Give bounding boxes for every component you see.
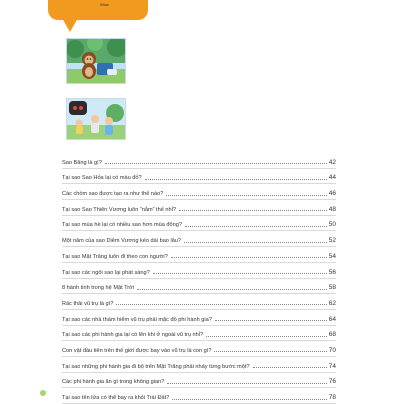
toc-dot-leader (105, 163, 327, 164)
toc-entry[interactable] (62, 260, 336, 276)
toc-entry-page-number: 58 (328, 284, 336, 292)
toc-dot-leader (179, 210, 327, 211)
toc-dot-leader (215, 320, 327, 321)
toc-entry[interactable] (62, 307, 336, 323)
toc-entry-title: Con vật đầu tiên trên thế giới được bay vào vũ trụ là con gì? (62, 347, 212, 354)
toc-entry[interactable] (62, 338, 336, 354)
toc-entry-title: Các chòm sao được tạo ra như thế nào? (62, 191, 164, 198)
toc-entry-page-number: 62 (328, 299, 336, 307)
toc-entry[interactable] (62, 276, 336, 292)
table-of-contents (62, 150, 336, 401)
toc-entry[interactable] (62, 244, 336, 260)
toc-entry[interactable] (62, 228, 336, 244)
speech-bubble (48, 0, 148, 20)
toc-dot-leader (253, 367, 327, 368)
toc-dot-leader (166, 195, 326, 196)
toc-dot-leader (167, 383, 326, 384)
toc-dot-leader (184, 242, 327, 243)
toc-dot-leader (153, 273, 327, 274)
toc-entry-title: Tại sao những phi hành gia đi bộ trên Mặt Trăng phải nhảy từng bước một? (62, 363, 250, 370)
toc-entry[interactable] (62, 323, 336, 339)
toc-dot-leader (206, 336, 327, 337)
toc-entry-title: Tại sao mùa hè lại có nhiều sao hơn mùa đông? (62, 222, 182, 229)
toc-entry-page-number: 56 (328, 268, 336, 276)
speech-bubble-text: Wow (100, 2, 109, 7)
toc-entry-title: Rác thải vũ trụ là gì? (62, 300, 114, 307)
toc-dot-leader (172, 399, 326, 400)
toc-entry[interactable] (62, 370, 336, 386)
toc-entry-title: 8 hành tinh trong hệ Mặt Trời (62, 285, 135, 292)
toc-entry-page-number: 46 (328, 190, 336, 198)
toc-entry-title: Tại sao Mặt Trăng luôn đi theo con người? (62, 253, 168, 260)
toc-entry-page-number: 54 (328, 252, 336, 260)
speech-bubble-tail (62, 18, 78, 32)
illustration-robot-children (66, 98, 126, 140)
toc-entry[interactable] (62, 385, 336, 401)
toc-entry[interactable] (62, 354, 336, 370)
toc-dot-leader (145, 179, 327, 180)
toc-entry-page-number: 42 (328, 158, 336, 166)
toc-dot-leader (214, 351, 326, 352)
toc-entry-title: Tại sao các ngôi sao lại phát sáng? (62, 269, 150, 276)
toc-entry-page-number: 78 (328, 394, 336, 401)
toc-entry-page-number: 70 (328, 346, 336, 354)
toc-entry-page-number: 68 (328, 331, 336, 339)
robot-children-illustration-svg (67, 99, 125, 139)
toc-entry-page-number: 48 (328, 205, 336, 213)
toc-entry[interactable] (62, 150, 336, 166)
toc-dot-leader (137, 289, 327, 290)
page-margin (0, 0, 40, 400)
monkey-illustration-svg (67, 39, 125, 83)
toc-entry-title: Các phi hành gia ăn gì trong không gian? (62, 379, 165, 386)
footer-leaf-icon (40, 390, 46, 396)
toc-entry-page-number: 64 (328, 315, 336, 323)
toc-entry-page-number: 76 (328, 378, 336, 386)
illustration-monkey (66, 38, 126, 84)
toc-entry-title: Tại sao tên lửa có thể bay ra khỏi Trái Đất? (62, 395, 170, 401)
toc-entry[interactable] (62, 291, 336, 307)
toc-entry-page-number: 74 (328, 362, 336, 370)
toc-entry-title: Tại sao Sao Thiên Vương luôn “nằm” thế nhỉ? (62, 206, 176, 213)
toc-entry-title: Tại sao các phi hành gia lại có lên khi ở ngoài vũ trụ nhỉ? (62, 332, 204, 339)
toc-entry-page-number: 50 (328, 221, 336, 229)
toc-entry-title: Tại sao Sao Hỏa lại có màu đỏ? (62, 175, 142, 182)
toc-entry-page-number: 44 (328, 174, 336, 182)
toc-dot-leader (171, 257, 327, 258)
toc-entry[interactable] (62, 181, 336, 197)
toc-dot-leader (185, 226, 327, 227)
toc-entry[interactable] (62, 213, 336, 229)
toc-entry[interactable] (62, 197, 336, 213)
toc-dot-leader (116, 304, 326, 305)
toc-entry-page-number: 52 (328, 237, 336, 245)
toc-entry-title: Tại sao các nhà thám hiểm vũ trụ phải mặc đồ phi hành gia? (62, 316, 212, 323)
toc-entry-title: Sao Băng là gì? (62, 159, 102, 166)
toc-entry[interactable] (62, 166, 336, 182)
toc-entry-title: Một năm của sao Diêm Vương kéo dài bao lâu? (62, 238, 182, 245)
